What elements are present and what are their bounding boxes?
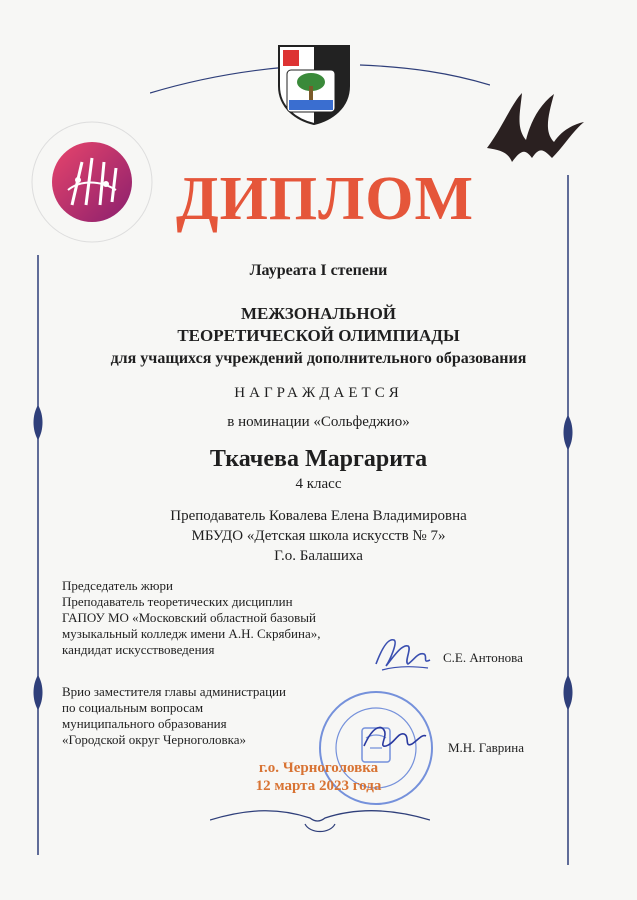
admin-line: Врио заместителя главы администрации [62,684,286,699]
admin-signer-name: М.Н. Гаврина [448,740,524,755]
diploma-title: ДИПЛОМ [175,165,475,233]
event-title-line3: для учащихся учреждений дополнительного образования [110,350,527,367]
recipient-grade: 4 класс [295,476,342,492]
jury-chair-block [62,578,320,658]
laureate-degree: Лауреата I степени [249,262,388,279]
admin-signature-icon [360,718,430,758]
jury-line: кандидат искусствоведения [62,642,215,657]
nomination: в номинации «Сольфеджио» [227,414,410,430]
recipient-name: Ткачева Маргарита [209,446,428,472]
event-title-line2: ТЕОРЕТИЧЕСКОЙ ОЛИМПИАДЫ [177,326,460,345]
jury-line: ГАПОУ МО «Московский областной базовый [62,610,316,625]
jury-line: Преподаватель теоретических дисциплин [62,594,293,609]
jury-line: музыкальный колледж имени А.Н. Скрябина», [62,626,321,641]
city-name: Г.о. Балашиха [274,548,363,564]
awarded-label: НАГРАЖДАЕТСЯ [234,385,403,401]
issue-place: г.о. Черноголовка [258,760,379,776]
bird-emblem-icon [482,88,587,173]
school-logo-icon [20,110,165,250]
jury-signature-icon [372,630,434,675]
jury-signer-name: С.Е. Антонова [443,650,523,665]
issue-date: 12 марта 2023 года [255,778,382,794]
teacher-name: Преподаватель Ковалева Елена Владимировна [170,508,467,524]
admin-line: муниципального образования [62,716,227,731]
admin-line: по социальным вопросам [62,700,204,715]
admin-block [62,684,286,748]
coat-of-arms-icon [275,42,353,126]
bottom-flourish-icon [210,800,430,840]
school-name: МБУДО «Детская школа искусств № 7» [191,528,446,544]
jury-line: Председатель жюри [62,578,173,593]
event-title-line1: МЕЖЗОНАЛЬНОЙ [240,304,397,323]
admin-line: «Городской округ Черноголовка» [62,732,246,747]
